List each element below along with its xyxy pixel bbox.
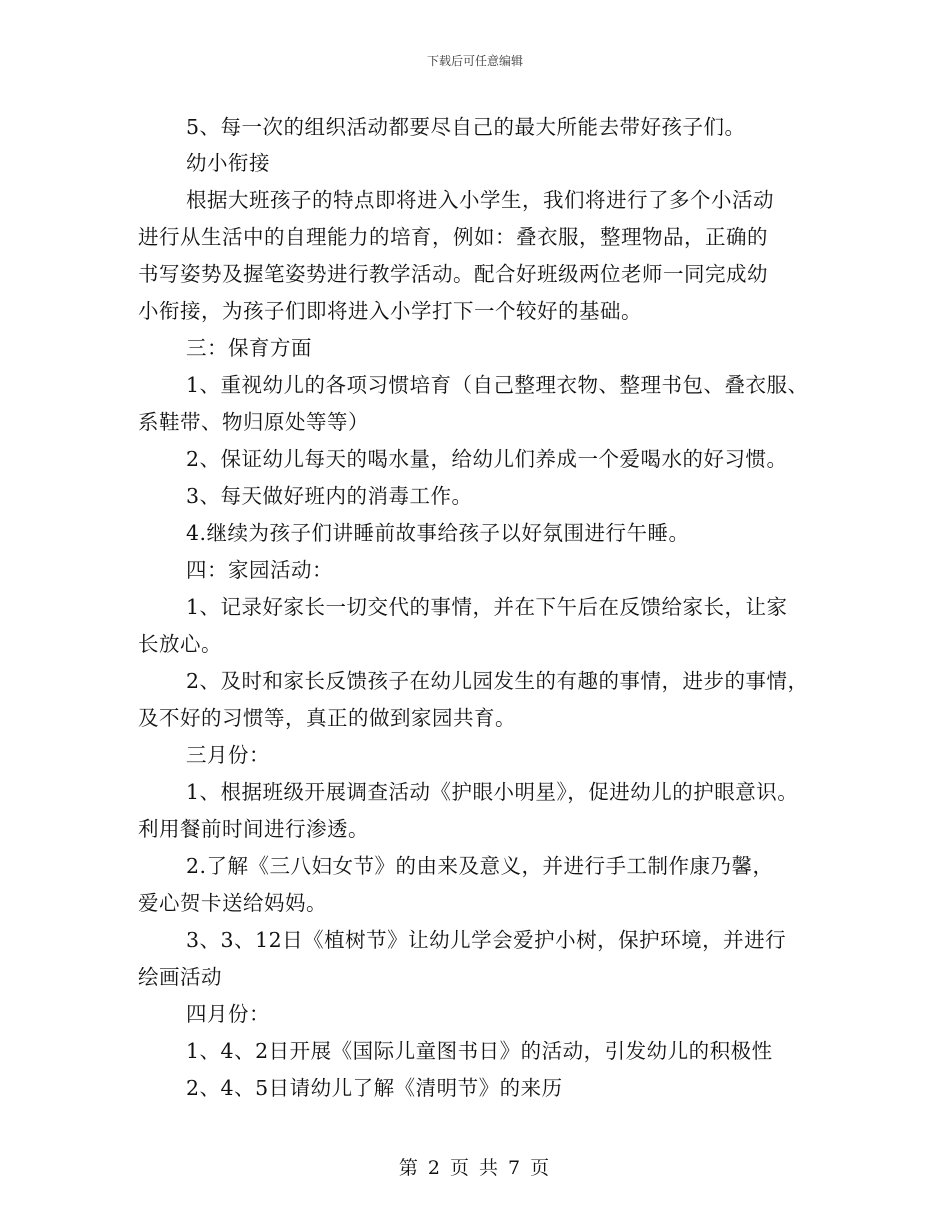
section-heading: 四：家园活动： <box>186 558 333 582</box>
text-line: 1、根据班级开展调查活动《护眼小明星》，促进幼儿的护眼意识。 <box>186 780 799 804</box>
text-line: 2、4、5日请幼儿了解《清明节》的来历 <box>186 1076 563 1100</box>
text-line: 及不好的习惯等，真正的做到家园共育。 <box>138 706 516 730</box>
text-line: 2、及时和家长反馈孩子在幼儿园发生的有趣的事情，进步的事情， <box>186 669 809 693</box>
text-line: 书写姿势及握笔姿势进行教学活动。配合好班级两位老师一同完成幼 <box>138 262 768 286</box>
text-line: 利用餐前时间进行渗透。 <box>138 817 369 841</box>
page-header: 下载后可任意编辑 <box>426 54 523 68</box>
text-line: 2、保证幼儿每天的喝水量，给幼儿们养成一个爱喝水的好习惯。 <box>186 447 788 471</box>
section-heading: 四月份： <box>186 1002 270 1026</box>
text-line: 小衔接，为孩子们即将进入小学打下一个较好的基础。 <box>138 299 642 323</box>
section-heading: 三月份： <box>186 743 270 767</box>
text-line: 绘画活动 <box>138 965 222 989</box>
text-line: 4.继续为孩子们讲睡前故事给孩子以好氛围进行午睡。 <box>186 521 690 545</box>
page-number: 第 2 页 共 7 页 <box>398 1157 552 1179</box>
text-line: 1、4、2日开展《国际儿童图书日》的活动，引发幼儿的积极性 <box>186 1039 773 1063</box>
text-line: 3、每天做好班内的消毒工作。 <box>186 484 473 508</box>
text-line: 2.了解《三八妇女节》的由来及意义，并进行手工制作康乃馨， <box>186 854 774 878</box>
section-heading: 幼小衔接 <box>186 151 270 175</box>
text-line: 系鞋带、物归原处等等） <box>138 410 369 434</box>
section-heading: 三：保育方面 <box>186 336 312 360</box>
text-line: 1、重视幼儿的各项习惯培育（自己整理衣物、整理书包、叠衣服、 <box>186 373 809 397</box>
text-line: 根据大班孩子的特点即将进入小学生，我们将进行了多个小活动 <box>186 188 774 212</box>
text-line: 5、每一次的组织活动都要尽自己的最大所能去带好孩子们。 <box>186 115 746 139</box>
text-line: 长放心。 <box>138 632 222 656</box>
text-line: 爱心贺卡送给妈妈。 <box>138 891 327 915</box>
text-line: 进行从生活中的自理能力的培育，例如：叠衣服，整理物品，正确的 <box>138 225 768 249</box>
text-line: 3、3、12日《植树节》让幼儿学会爱护小树，保护环境，并进行 <box>186 928 787 952</box>
text-line: 1、记录好家长一切交代的事情，并在下午后在反馈给家长，让家 <box>186 595 788 619</box>
